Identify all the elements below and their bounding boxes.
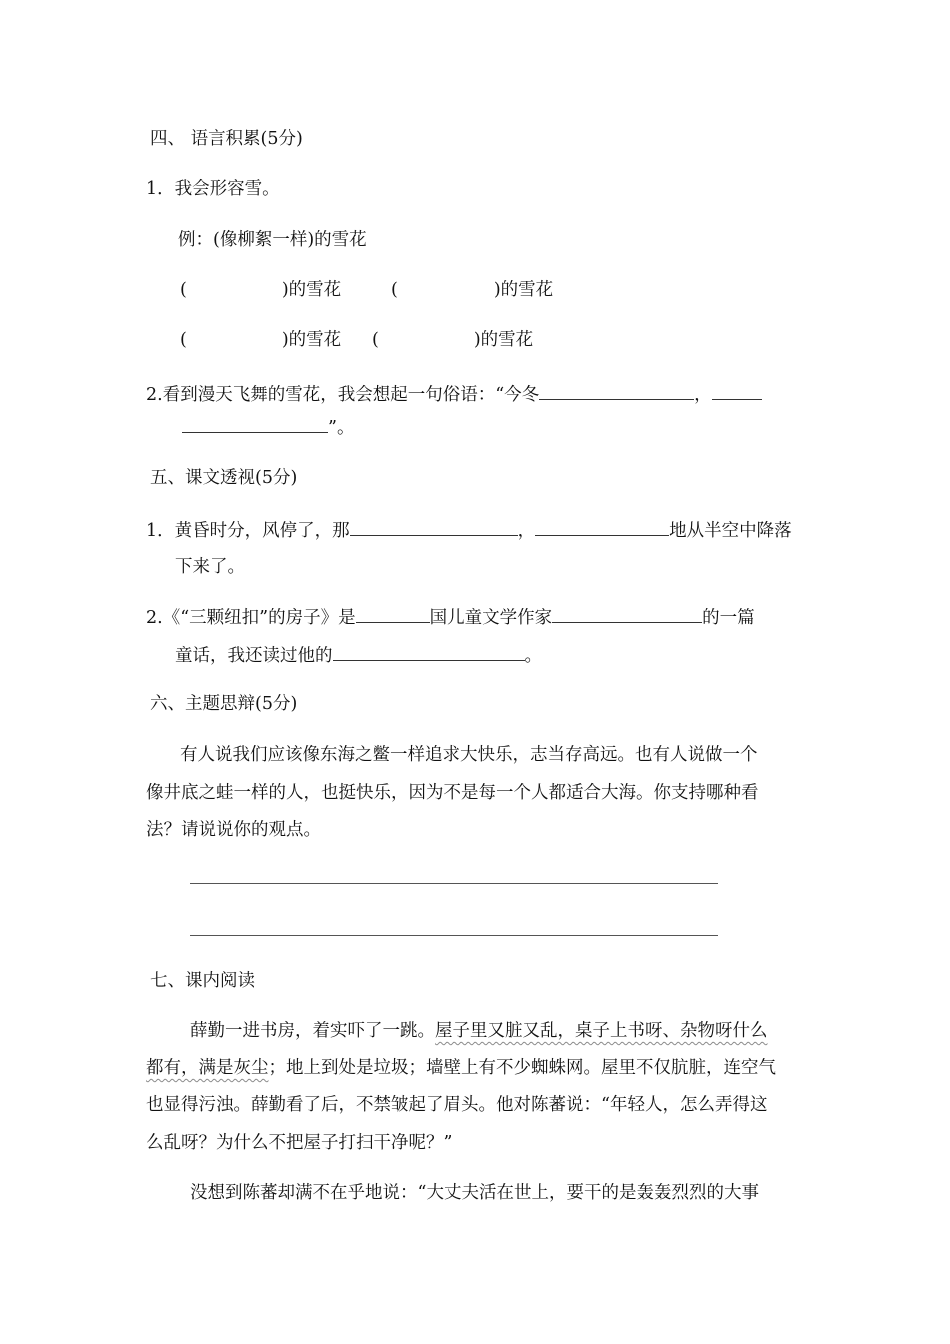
section-4-title: 四、 语言积累(5分) bbox=[150, 129, 303, 149]
s4-q2 bbox=[146, 381, 762, 407]
s6-answer-line-1[interactable] bbox=[190, 883, 718, 884]
s4-q2-text: 2.看到漫天飞舞的雪花，我会想起一句俗语：“今冬 bbox=[146, 385, 540, 405]
s5-q1-mid: 地从半空中降落 bbox=[669, 521, 792, 541]
s4-q2-cont bbox=[182, 414, 354, 440]
s5-q1-cont: 下来了。 bbox=[175, 557, 245, 577]
s7-p2-line-1: 没想到陈蕃却满不在乎地说：“大丈夫活在世上，要干的是轰轰烈烈的大事 bbox=[190, 1183, 759, 1203]
s5-q2-blank-1[interactable] bbox=[356, 604, 430, 623]
paren-open: ( bbox=[180, 330, 187, 350]
s5-q2-blank-2[interactable] bbox=[552, 604, 702, 623]
section-5-title: 五、课文透视(5分) bbox=[150, 468, 298, 488]
s7-p1-line-1-a: 薛勤一进书房，着实吓了一跳。 bbox=[190, 1021, 435, 1041]
s6-para-line-1: 有人说我们应该像东海之鳖一样追求大快乐，志当存高远。也有人说做一个 bbox=[180, 745, 758, 765]
blank-suffix: )的雪花 bbox=[281, 280, 342, 300]
s5-q2-cont bbox=[175, 642, 542, 668]
blank-suffix: )的雪花 bbox=[493, 280, 554, 300]
s5-q1-start: 1．黄昏时分，风停了，那 bbox=[146, 521, 350, 541]
s4-q1-label: 1．我会形容雪。 bbox=[146, 179, 280, 199]
paren-open: ( bbox=[372, 330, 379, 350]
s6-para-line-2: 像井底之蛙一样的人，也挺快乐，因为不是每一个人都适合大海。你支持哪种看 bbox=[146, 783, 759, 803]
s5-q1-comma: ， bbox=[517, 521, 536, 541]
s5-q2-start: 2.《“三颗纽扣”的房子》是 bbox=[146, 608, 356, 628]
s5-q1 bbox=[146, 517, 792, 543]
s5-q2 bbox=[146, 604, 755, 630]
s4-q2-blank-1[interactable] bbox=[539, 381, 694, 400]
blank-suffix: )的雪花 bbox=[473, 330, 534, 350]
s7-p1-line-4: 么乱呀？为什么不把屋子打扫干净呢？” bbox=[146, 1133, 453, 1153]
s6-para-line-3: 法？请说说你的观点。 bbox=[146, 820, 321, 840]
s4-q1-blank-1[interactable] bbox=[180, 278, 341, 302]
s5-q2-mid2: 的一篇 bbox=[702, 608, 755, 628]
paren-open: ( bbox=[391, 280, 398, 300]
s5-q1-blank-2[interactable] bbox=[535, 517, 669, 536]
s7-p1-line-2 bbox=[146, 1056, 776, 1080]
s7-p1-line-2-b: ；地上到处是垃圾；墙壁上有不少蜘蛛网。屋里不仅肮脏，连空气 bbox=[268, 1058, 776, 1078]
s4-q1-blank-3[interactable] bbox=[180, 328, 341, 352]
s5-q2-cont-text: 童话，我还读过他的 bbox=[175, 646, 333, 666]
s5-q2-blank-3[interactable] bbox=[333, 642, 525, 661]
s7-p1-line-1 bbox=[190, 1019, 768, 1043]
section-6-title: 六、主题思辩(5分) bbox=[150, 694, 298, 714]
s5-q1-blank-1[interactable] bbox=[350, 517, 518, 536]
s4-q1-blank-2[interactable] bbox=[391, 278, 553, 302]
blank-suffix: )的雪花 bbox=[281, 330, 342, 350]
s7-p1-line-3: 也显得污浊。薛勤看了后，不禁皱起了眉头。他对陈蕃说：“年轻人，怎么弄得这 bbox=[146, 1095, 768, 1115]
paren-open: ( bbox=[180, 280, 187, 300]
s4-q2-blank-2b[interactable] bbox=[182, 414, 328, 433]
s4-q1-blank-4[interactable] bbox=[372, 328, 533, 352]
section-7-title: 七、课内阅读 bbox=[150, 971, 255, 991]
s7-p1-line-1-b: 屋子里又脏又乱，桌子上书呀、杂物呀什么 bbox=[435, 1021, 768, 1041]
s4-q2-end: ”。 bbox=[328, 418, 355, 438]
s4-q2-blank-2a[interactable] bbox=[712, 381, 762, 400]
s5-q2-mid1: 国儿童文学作家 bbox=[429, 608, 553, 628]
s4-q1-example: 例：(像柳絮一样)的雪花 bbox=[178, 230, 367, 250]
s6-answer-line-2[interactable] bbox=[190, 935, 718, 936]
s7-p1-line-2-a: 都有，满是灰尘 bbox=[146, 1058, 269, 1078]
s4-q2-comma: ， bbox=[694, 385, 712, 405]
s5-q2-end: 。 bbox=[524, 646, 542, 666]
